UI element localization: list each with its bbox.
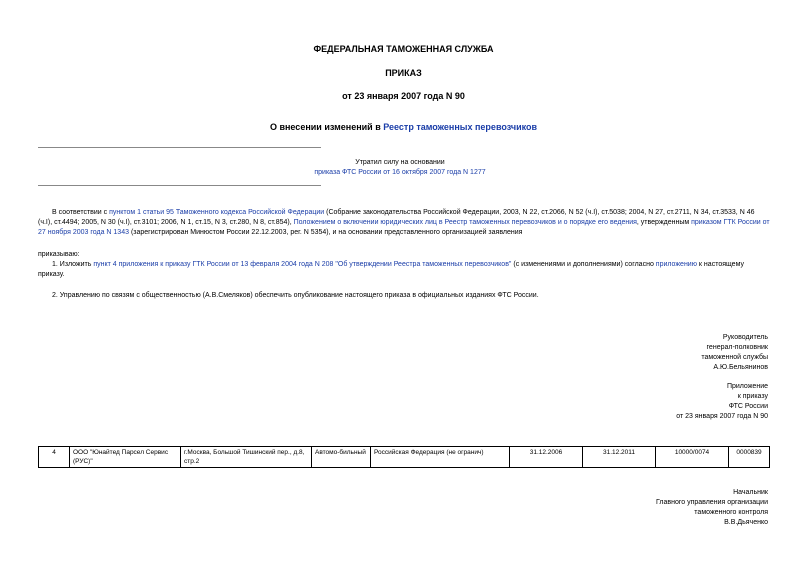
signature-line: А.Ю.Бельянинов	[713, 364, 768, 371]
item1-text-2: (с изменениями и дополнениями) согласно	[511, 261, 656, 268]
footer-line: В.В.Дьяченко	[724, 519, 768, 526]
appendix-line: Приложение	[726, 383, 768, 390]
org-heading: ФЕДЕРАЛЬНАЯ ТАМОЖЕННАЯ СЛУЖБА	[313, 44, 494, 54]
item1-text-3: к настоящему приказу.	[38, 261, 744, 278]
regulation-link[interactable]: Положением о включении юридических лиц в Реестр таможенных перевозчиков и о порядке его ведения	[293, 219, 637, 226]
registry-link[interactable]: Реестр таможенных перевозчиков	[383, 122, 538, 132]
status-line: Утратил силу на основании	[355, 159, 445, 166]
divider-top	[38, 147, 321, 148]
appendix-point-link[interactable]: пункт 4 приложения к приказу ГТК России от 13 февраля 2004 года N 208 "Об утверждении Реестра таможенных перевозчиков"	[93, 261, 512, 268]
divider-bottom	[38, 185, 321, 186]
footer-line: Начальник	[733, 489, 768, 496]
order-item-2: 2. Управлению по связям с общественностью (А.В.Смеляков) обеспечить опубликование настоящего приказа в официальных изданиях ФТС России.	[52, 292, 539, 299]
order-word: приказываю:	[38, 251, 80, 258]
appendix-line: ФТС России	[728, 403, 768, 410]
gtk-order-link[interactable]: приказом ГТК России от 27 ноября 2003 года N 1343	[38, 219, 770, 236]
preamble-text-2: (Собрание законодательства Российской Федерации, 2003, N 22, ст.2066, N 52 (ч.I), ст.5038; 2004, N 27, ст.2711, N 34, ст.3533, N 46 (ч.I), ст.4494; 2005, N 30 (ч.I), ст.3101; 2006, N 1, ст.15, N 3, ст.280, N 8, ст.854),	[38, 209, 755, 226]
cell-reg-number: 10000/0074	[656, 447, 729, 468]
order-item-1	[38, 260, 770, 280]
appendix-line: к приказу	[737, 393, 768, 400]
item1-text-1: 1. Изложить	[52, 261, 94, 268]
table-row	[39, 447, 770, 468]
preamble-text-4: (зарегистрирован Минюстом России 22.12.2003, рег. N 5354), и на основании представленного организацией заявления	[129, 229, 523, 236]
doc-date: от 23 января 2007 года N 90	[342, 91, 465, 101]
cell-company: ООО "Юнайтед Парсел Сервис (РУС)"	[70, 447, 181, 468]
cell-transport: Автомо-бильный	[312, 447, 371, 468]
preamble-text-1: В соответствии с	[52, 209, 110, 216]
preamble-paragraph	[38, 208, 770, 238]
cell-address: г.Москва, Большой Тишинский пер., д.8, стр.2	[181, 447, 312, 468]
customs-code-link[interactable]: пунктом 1 статьи 95 Таможенного кодекса Российской Федерации	[109, 209, 325, 216]
doc-type-heading: ПРИКАЗ	[385, 68, 422, 78]
repeal-order-link[interactable]: приказа ФТС России от 16 октября 2007 года N 1277	[314, 169, 486, 176]
cell-date-to: 31.12.2011	[583, 447, 656, 468]
cell-number: 4	[39, 447, 70, 468]
attachment-link[interactable]: приложению	[655, 261, 697, 268]
appendix-line: от 23 января 2007 года N 90	[676, 413, 768, 420]
signature-line: генерал-полковник	[706, 344, 768, 351]
cell-territory: Российская Федерация (не огранич)	[371, 447, 510, 468]
cell-cert-number: 0000839	[729, 447, 770, 468]
appendix-block	[500, 382, 768, 422]
signature-line: Руководитель	[722, 334, 768, 341]
footer-line: таможенного контроля	[694, 509, 768, 516]
doc-title-prefix: О внесении изменений в	[269, 122, 384, 132]
preamble-text-3: , утвержденным	[636, 219, 692, 226]
doc-title	[0, 122, 807, 132]
cell-date-from: 31.12.2006	[510, 447, 583, 468]
signature-block	[500, 333, 768, 373]
footer-signature	[500, 488, 768, 528]
registry-table	[38, 446, 770, 468]
status-note	[300, 158, 500, 178]
footer-line: Главного управления организации	[656, 499, 768, 506]
signature-line: таможенной службы	[701, 354, 768, 361]
